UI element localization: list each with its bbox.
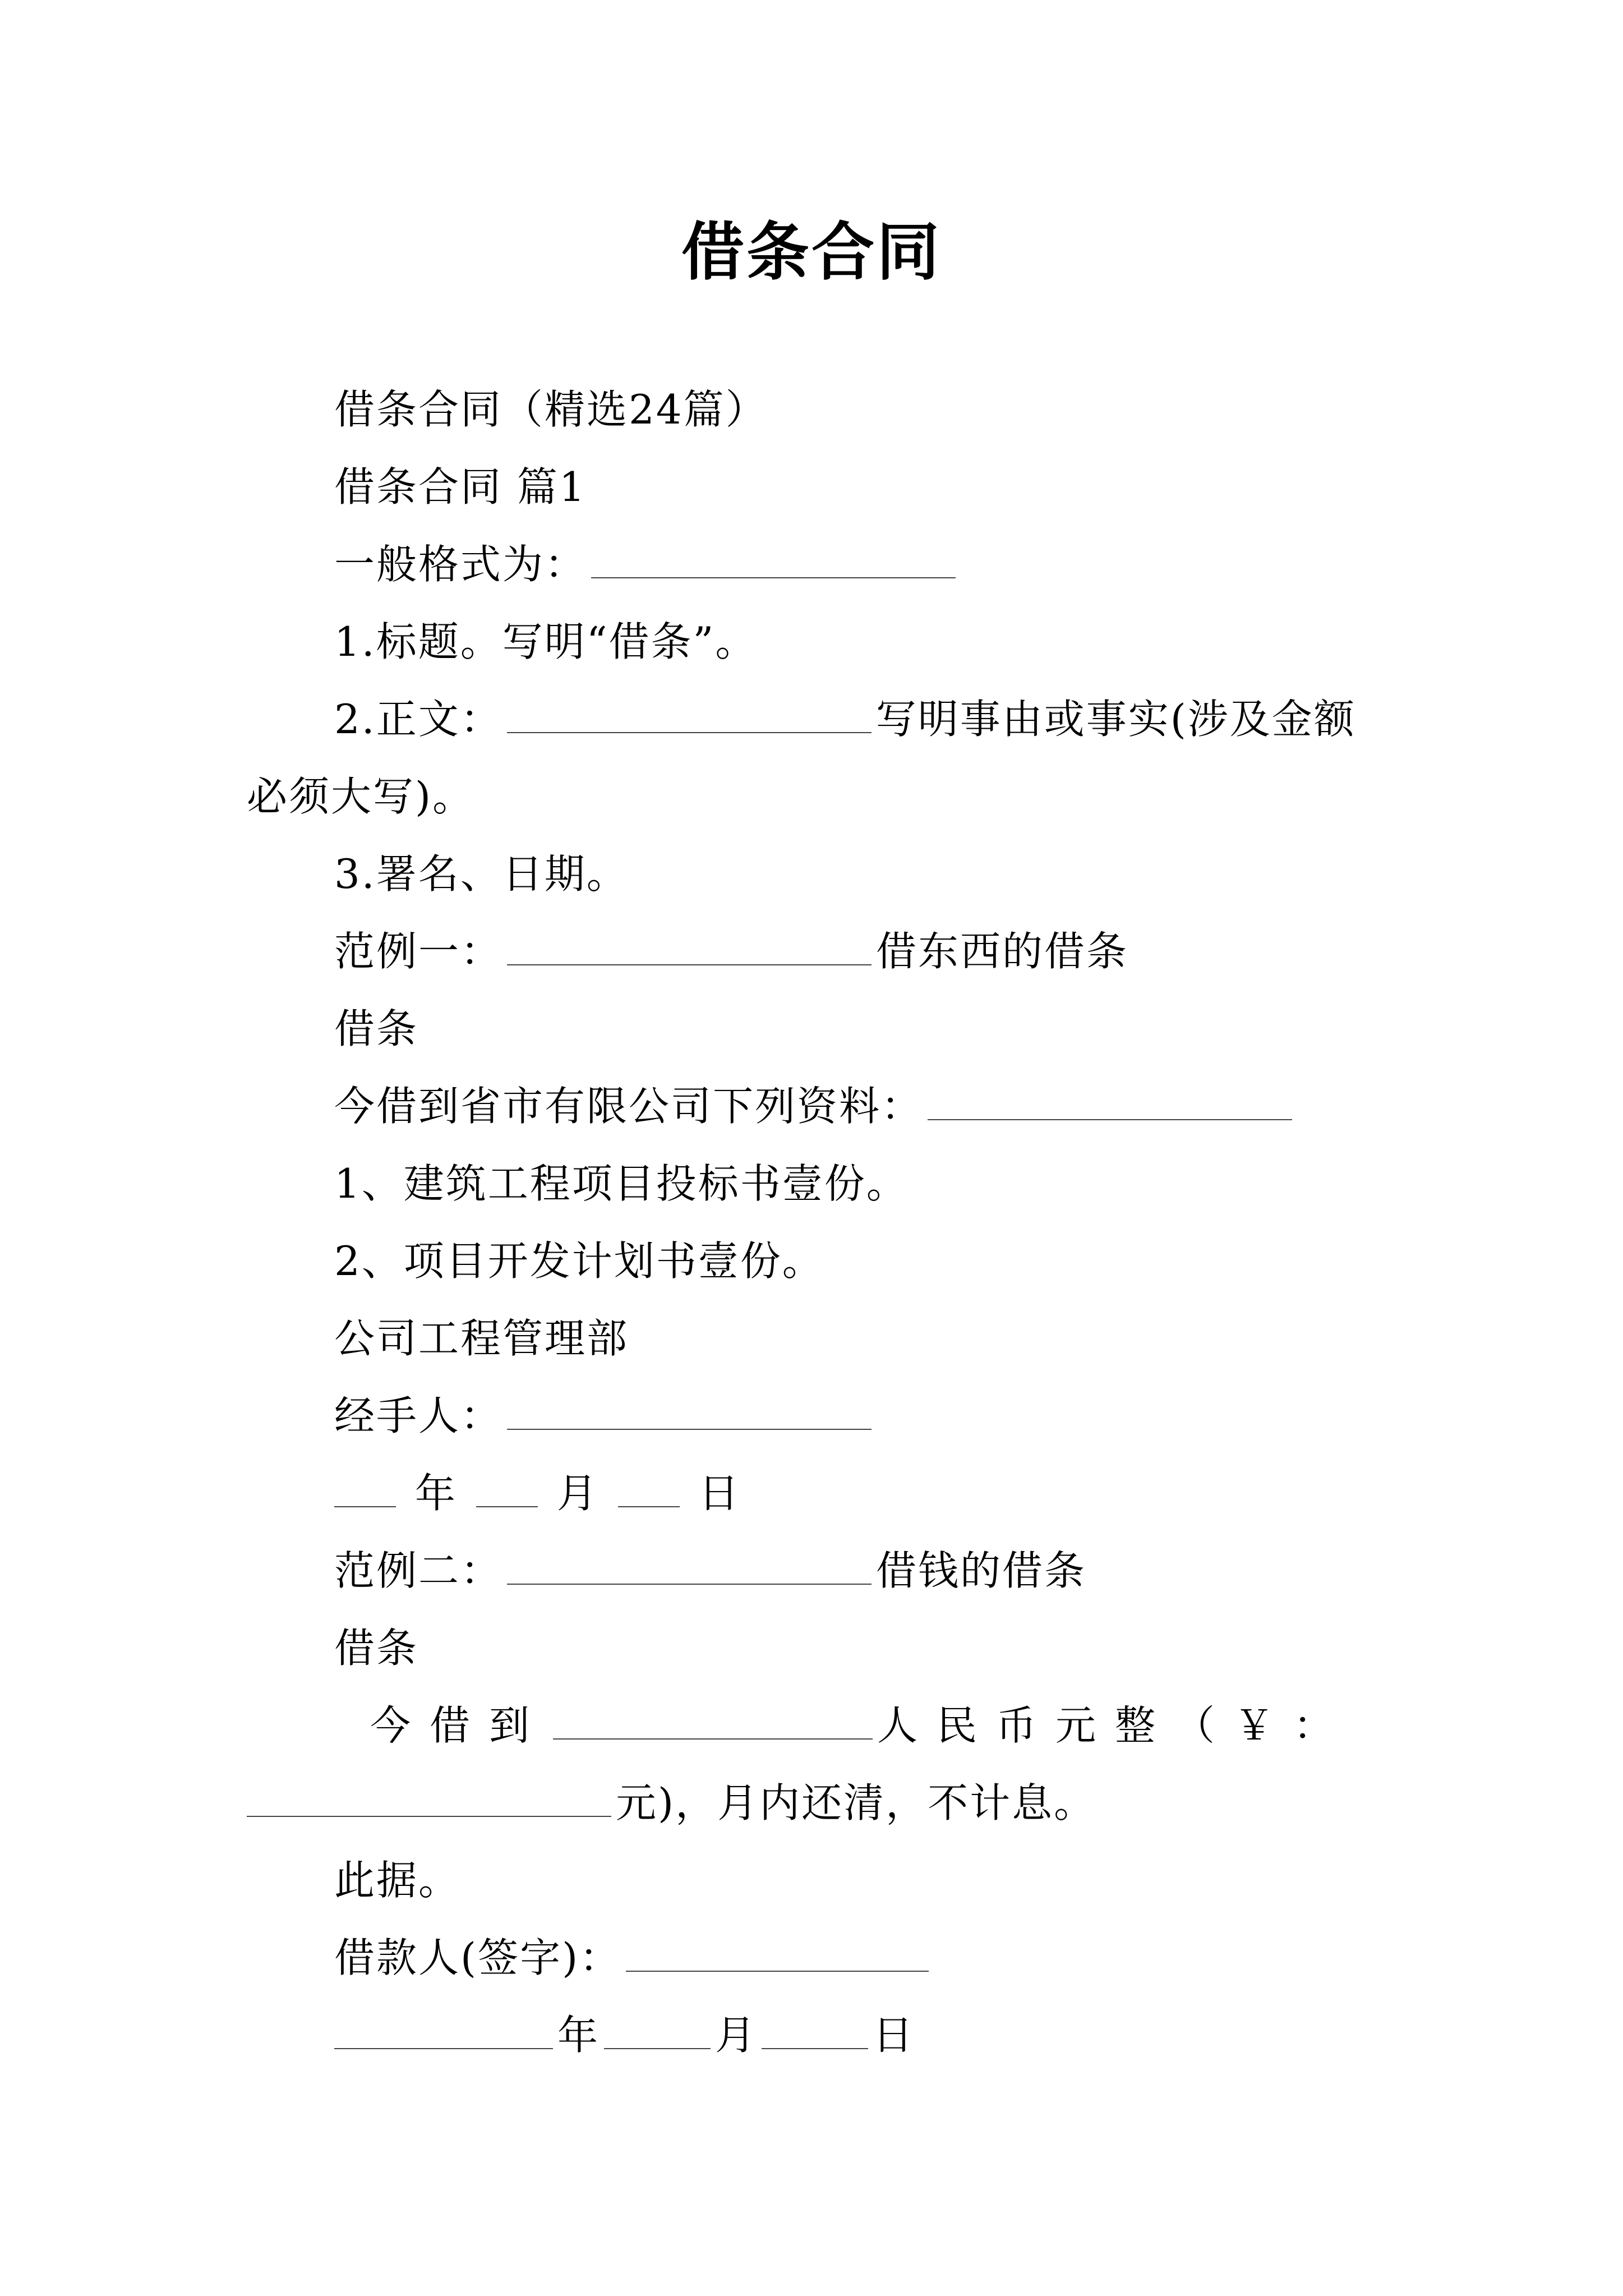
borrower-sign-label: 借款人(签字)： — [334, 1934, 622, 1981]
department-text: 公司工程管理部 — [334, 1315, 629, 1362]
item-sign-text: 3.署名、日期。 — [334, 850, 629, 898]
evidence-line — [334, 1852, 460, 1908]
handler-label: 经手人： — [334, 1392, 503, 1439]
material-item-one — [334, 1156, 909, 1212]
department-line — [334, 1310, 629, 1366]
example-two-label: 范例二： — [334, 1547, 503, 1594]
handler-line — [334, 1388, 876, 1444]
blank-line — [591, 538, 956, 578]
blank-line — [507, 1544, 872, 1585]
item-body-line — [334, 691, 1356, 747]
note-heading-one — [334, 1001, 418, 1057]
blank-line — [507, 693, 872, 733]
example-one-text: 借东西的借条 — [876, 928, 1129, 975]
item-sign-line — [334, 846, 629, 902]
blank-line — [762, 2009, 868, 2049]
section-heading-text: 借条合同 篇1 — [334, 463, 587, 510]
example-two-line — [334, 1543, 1086, 1599]
repayment-text: 元)，月内还清，不计息。 — [616, 1779, 1096, 1826]
item-body-label: 2.正文： — [334, 696, 502, 743]
blank-line — [604, 2009, 711, 2049]
borrower-sign-line — [334, 1930, 933, 1986]
repayment-line — [247, 1775, 1096, 1831]
document-title: 借条合同 — [681, 216, 942, 289]
month-label: 月 — [715, 2012, 758, 2059]
borrow-materials-line — [334, 1078, 1297, 1134]
blank-line — [618, 1467, 680, 1507]
blank-line — [247, 1777, 611, 1817]
borrow-money-line — [370, 1697, 1353, 1754]
note-heading-two — [334, 1620, 418, 1676]
example-one-line — [334, 923, 1128, 979]
day-label: 日 — [698, 1470, 741, 1517]
year-label: 年 — [414, 1470, 457, 1517]
section-heading — [334, 459, 587, 515]
blank-line — [553, 1699, 873, 1740]
currency-text: 人民币元整（￥： — [877, 1702, 1353, 1749]
blank-line — [334, 1467, 396, 1507]
blank-line — [334, 2009, 553, 2049]
blank-line — [626, 1931, 929, 1972]
format-label: 一般格式为： — [334, 541, 587, 588]
blank-line — [507, 925, 872, 965]
item-body-continuation — [247, 769, 474, 825]
material-item-two-text: 2、项目开发计划书壹份。 — [334, 1237, 824, 1285]
date-line-one — [334, 1465, 741, 1521]
year-label: 年 — [557, 2012, 600, 2059]
note-heading-two-text: 借条 — [334, 1625, 419, 1672]
item-body-text: 写明事由或事实(涉及金额 — [875, 696, 1356, 743]
evidence-text: 此据。 — [334, 1857, 461, 1904]
subtitle-line — [334, 381, 768, 438]
blank-line — [928, 1080, 1292, 1120]
borrow-materials-text: 今借到省市有限公司下列资料： — [334, 1083, 924, 1130]
note-heading-one-text: 借条 — [334, 1005, 419, 1052]
subtitle-text: 借条合同（精选24篇） — [334, 386, 768, 433]
example-one-label: 范例一： — [334, 928, 503, 975]
borrow-money-label: 今借到 — [370, 1702, 549, 1749]
format-line — [334, 536, 960, 592]
blank-line — [476, 1467, 538, 1507]
item-body-continuation-text: 必须大写)。 — [247, 773, 475, 820]
blank-line — [507, 1389, 872, 1430]
material-item-two — [334, 1233, 824, 1289]
item-title-line — [334, 614, 757, 670]
month-label: 月 — [556, 1470, 599, 1517]
material-item-one-text: 1、建筑工程项目投标书壹份。 — [334, 1160, 909, 1207]
item-title-text: 1.标题。写明“借条”。 — [334, 618, 758, 665]
date-line-two — [334, 2007, 915, 2063]
example-two-text: 借钱的借条 — [876, 1547, 1087, 1594]
day-label: 日 — [873, 2012, 915, 2059]
